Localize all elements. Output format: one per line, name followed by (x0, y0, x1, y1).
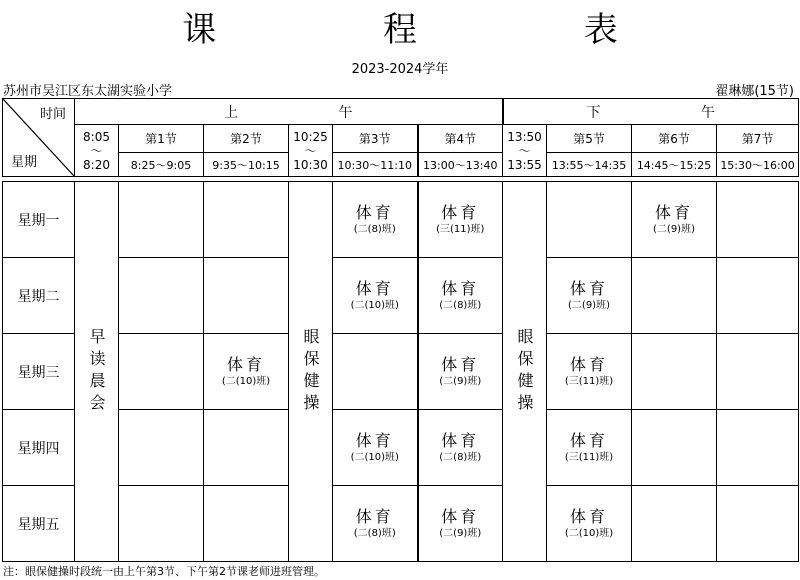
subject-label: 体育 (569, 278, 608, 298)
period-1-header: 第1节 (119, 125, 204, 153)
class-label: (二(8)班) (439, 451, 482, 463)
class-label: (二(9)班) (653, 223, 695, 235)
footnote: 注：眼保健操时段统一由上午第3节、下午第2节课老师进班管理。 (3, 565, 325, 578)
subject-label: 体育 (441, 202, 480, 222)
schedule-cell (418, 486, 503, 562)
schedule-cell (204, 258, 289, 334)
class-label: (二(8)班) (353, 223, 396, 235)
class-label: (三(11)班) (436, 223, 485, 235)
early-reading-block-label: 早读晨会 (87, 327, 106, 416)
class-label: (二(9)班) (568, 299, 610, 311)
schedule-cell (418, 410, 503, 486)
subject-label: 体育 (441, 430, 480, 450)
schedule-cell (717, 334, 799, 410)
period-7-time: 15:30～16:00 (717, 153, 799, 177)
period-7-header: 第7节 (717, 125, 799, 153)
schedule-cell (204, 334, 289, 410)
schedule-cell (119, 334, 204, 410)
table-row (3, 486, 799, 562)
morning-header: 上 午 (75, 99, 503, 125)
table-row (3, 182, 799, 258)
period-2-header: 第2节 (204, 125, 289, 153)
subject-label: 体育 (441, 506, 480, 526)
schedule-cell (632, 410, 717, 486)
schedule-cell (547, 334, 632, 410)
page-title: 课 程 表 (182, 10, 696, 50)
subject-label: 体育 (355, 506, 394, 526)
break3-time: 13:50 ～ 13:55 (503, 125, 547, 177)
class-label: (三(11)班) (564, 451, 614, 463)
period-3-time: 10:30～11:10 (333, 153, 418, 177)
teacher-name: 翟琳娜(15节) (715, 84, 794, 99)
table-row (3, 410, 799, 486)
class-label: (二(8)班) (353, 527, 396, 539)
schedule-cell (333, 258, 418, 334)
period-5-time: 13:55～14:35 (547, 153, 632, 177)
schedule-cell (632, 258, 717, 334)
schedule-cell (547, 258, 632, 334)
schedule-cell (119, 486, 204, 562)
header-corner (3, 99, 75, 177)
schedule-cell (119, 258, 204, 334)
schedule-cell (333, 182, 418, 258)
period-4-header: 第4节 (418, 125, 503, 153)
subject-label: 体育 (654, 202, 693, 222)
school-name: 苏州市吴江区东太湖实验小学 (3, 84, 173, 99)
subject-label: 体育 (569, 506, 608, 526)
class-label: (二(10)班) (564, 527, 614, 539)
schedule-cell (717, 182, 799, 258)
eye-exercise-afternoon-block-label: 眼保健操 (515, 327, 534, 416)
weekday-cell: 星期五 (3, 486, 75, 562)
schedule-cell (333, 410, 418, 486)
subject-label: 体育 (355, 202, 394, 222)
period-5-header: 第5节 (547, 125, 632, 153)
schedule-cell (333, 334, 418, 410)
class-label: (二(10)班) (221, 375, 271, 387)
eye-exercise-afternoon-block (503, 182, 547, 562)
class-label: (二(10)班) (350, 451, 399, 463)
schedule-cell (547, 410, 632, 486)
timetable (2, 98, 799, 180)
schedule-cell (632, 334, 717, 410)
period-4-time: 13:00～13:40 (418, 153, 503, 177)
weekday-cell: 星期四 (3, 410, 75, 486)
period-1-time: 8:25～9:05 (119, 153, 204, 177)
table-row (3, 258, 799, 334)
period-3-header: 第3节 (333, 125, 418, 153)
schedule-cell (547, 486, 632, 562)
break1-time: 8:05 ～ 8:20 (75, 125, 119, 177)
schedule-cell (418, 182, 503, 258)
subject-label: 体育 (226, 354, 265, 374)
weekday-label: 星期 (11, 155, 38, 170)
schedule-cell (333, 486, 418, 562)
schedule-cell (418, 258, 503, 334)
academic-year: 2023-2024学年 (351, 62, 449, 77)
subject-label: 体育 (441, 278, 480, 298)
schedule-cell (119, 182, 204, 258)
period-6-header: 第6节 (632, 125, 717, 153)
schedule-cell (717, 258, 799, 334)
eye-exercise-morning-block (289, 182, 333, 562)
class-label: (三(11)班) (564, 375, 614, 387)
weekday-cell: 星期二 (3, 258, 75, 334)
class-label: (二(10)班) (350, 299, 399, 311)
schedule-cell (418, 334, 503, 410)
schedule-cell (717, 486, 799, 562)
weekday-cell: 星期一 (3, 182, 75, 258)
class-label: (二(9)班) (439, 527, 482, 539)
schedule-cell (204, 182, 289, 258)
table-row (3, 334, 799, 410)
class-label: (二(8)班) (439, 299, 482, 311)
schedule-cell (204, 410, 289, 486)
schedule-cell (204, 486, 289, 562)
subject-label: 体育 (355, 430, 394, 450)
schedule-cell (717, 410, 799, 486)
time-label: 时间 (39, 107, 66, 122)
eye-exercise-morning-block-label: 眼保健操 (301, 327, 320, 416)
early-reading-block (75, 182, 119, 562)
period-2-time: 9:35～10:15 (204, 153, 289, 177)
period-6-time: 14:45～15:25 (632, 153, 717, 177)
subject-label: 体育 (441, 354, 480, 374)
schedule-cell (632, 182, 717, 258)
subject-label: 体育 (569, 354, 608, 374)
class-label: (二(9)班) (439, 375, 482, 387)
schedule-cell (632, 486, 717, 562)
subject-label: 体育 (355, 278, 394, 298)
break2-time: 10:25 ～ 10:30 (289, 125, 333, 177)
subject-label: 体育 (569, 430, 608, 450)
schedule-cell (547, 182, 632, 258)
afternoon-header: 下 午 (503, 99, 799, 125)
timetable-body (2, 181, 799, 562)
weekday-cell: 星期三 (3, 334, 75, 410)
schedule-cell (119, 410, 204, 486)
